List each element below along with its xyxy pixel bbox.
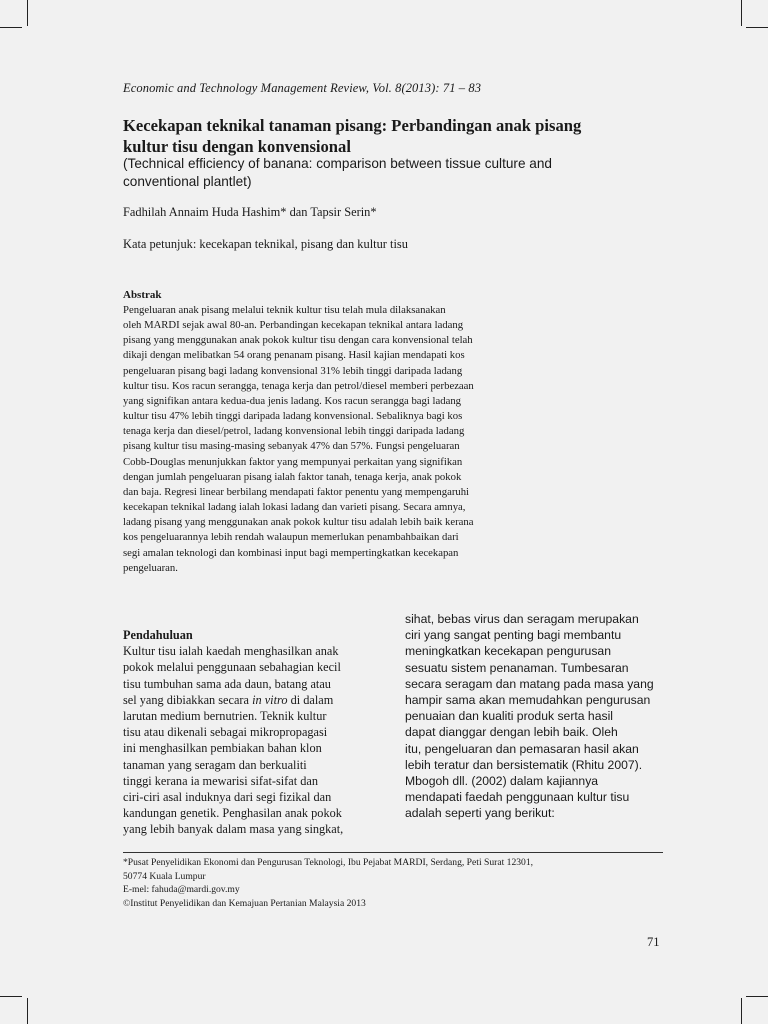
abstract-line: yang signifikan antara kedua-dua jenis ladang. Kos racun serangga bagi ladang bbox=[123, 394, 462, 407]
abstract-line: dan baja. Regresi linear berbilang mendapati faktor penentu yang mempengaruhi bbox=[123, 485, 470, 498]
crop-mark-bottom-right-h bbox=[746, 996, 768, 997]
keywords: Kata petunjuk: kecekapan teknikal, pisang dan kultur tisu bbox=[123, 237, 408, 251]
paper-subtitle bbox=[123, 155, 623, 190]
body-line: Mbogoh dll. (2002) dalam kajiannya bbox=[405, 774, 599, 789]
body-line: Kultur tisu ialah kaedah menghasilkan anak bbox=[123, 644, 339, 659]
abstract-line: kultur tisu 47% lebih tinggi daripada ladang konvensional. Sebaliknya bagi kos bbox=[123, 410, 463, 423]
abstract-line: pengeluaran pisang bagi ladang konvensional 31% lebih tinggi daripada ladang bbox=[123, 364, 463, 377]
footnote-line: E-mel: fahuda@mardi.gov.my bbox=[123, 884, 240, 895]
abstract-line: kos pengeluarannya lebih rendah walaupun memerlukan penambahbaikan dari bbox=[123, 531, 459, 544]
italic-term: in vitro bbox=[252, 692, 288, 707]
abstract-line: kecekapan teknikal ladang ialah lokasi ladang dan varieti pisang. Secara amnya, bbox=[123, 501, 466, 514]
body-line: hampir sama akan memudahkan pengurusan bbox=[405, 693, 651, 708]
subtitle-line: (Technical efficiency of banana: comparison between tissue culture and bbox=[123, 156, 552, 171]
title-line: kultur tisu dengan konvensional bbox=[123, 137, 351, 156]
crop-mark-bottom-right bbox=[741, 998, 742, 1024]
column-right bbox=[405, 611, 680, 822]
crop-mark-top-right-h bbox=[746, 27, 768, 28]
abstract-line: oleh MARDI sejak awal 80-an. Perbandingan kecekapan teknikal antara ladang bbox=[123, 319, 464, 332]
body-line: dapat dianggar dengan lebih baik. Oleh bbox=[405, 725, 618, 740]
body-line: itu, pengeluaran dan pemasaran hasil akan bbox=[405, 741, 639, 756]
body-line bbox=[123, 692, 398, 708]
abstract-line: segi amalan teknologi dan kombinasi input bagi mempertingkatkan kecekapan bbox=[123, 546, 459, 559]
body-line: larutan medium bernutrien. Teknik kultur bbox=[123, 709, 327, 724]
abstract-line: ladang pisang yang menggunakan anak pokok kultur tisu adalah lebih baik kerana bbox=[123, 516, 474, 529]
abstract-line: kultur tisu. Kos racun serangga, tenaga kerja dan petrol/diesel memberi perbezaan bbox=[123, 379, 474, 392]
abstract-line: Cobb-Douglas menunjukkan faktor yang mempunyai perkaitan yang signifikan bbox=[123, 455, 463, 468]
body-line: secara seragam dan matang pada masa yang bbox=[405, 676, 654, 691]
footnote bbox=[123, 856, 663, 910]
body-line: pokok melalui penggunaan sebahagian kecil bbox=[123, 660, 341, 675]
body-line: sihat, bebas virus dan seragam merupakan bbox=[405, 612, 639, 626]
text-span: di dalam bbox=[287, 692, 334, 707]
column-left bbox=[123, 627, 398, 838]
abstract-line: pisang kultur tisu masing-masing sebanyak 47% dan 57%. Fungsi pengeluaran bbox=[123, 440, 460, 453]
section-heading: Pendahuluan bbox=[123, 628, 193, 642]
footnote-line: ©Institut Penyelidikan dan Kemajuan Pertanian Malaysia 2013 bbox=[123, 897, 366, 909]
body-line: meningkatkan kecekapan pengurusan bbox=[405, 644, 611, 659]
body-line: kandungan genetik. Penghasilan anak pokok bbox=[123, 806, 342, 821]
footnote-line: *Pusat Penyelidikan Ekonomi dan Pengurusan Teknologi, Ibu Pejabat MARDI, Serdang, Peti Surat 12301, bbox=[123, 857, 534, 868]
crop-mark-bottom-left bbox=[27, 998, 28, 1024]
body-line: tinggi kerana ia mewarisi sifat-sifat dan bbox=[123, 773, 318, 788]
crop-mark-bottom-left-h bbox=[0, 996, 22, 997]
body-line: yang lebih banyak dalam masa yang singkat, bbox=[123, 822, 344, 837]
body-line: tisu atau dikenali sebagai mikropropagasi bbox=[123, 725, 328, 740]
body-line: penuaian dan kualiti produk serta hasil bbox=[405, 709, 614, 724]
title-line: Kecekapan teknikal tanaman pisang: Perbandingan anak pisang bbox=[123, 116, 582, 135]
abstract-line: Pengeluaran anak pisang melalui teknik kultur tisu telah mula dilaksanakan bbox=[123, 304, 446, 316]
paper-title bbox=[123, 115, 653, 157]
body-line: tisu tumbuhan sama ada daun, batang atau bbox=[123, 676, 331, 691]
crop-mark-top-left bbox=[27, 0, 28, 26]
body-line: ini menghasilkan pembiakan bahan klon bbox=[123, 741, 322, 756]
body-line: mendapati faedah penggunaan kultur tisu bbox=[405, 790, 630, 805]
text-span: sel yang dibiakkan secara bbox=[123, 692, 253, 707]
abstract-body bbox=[123, 303, 563, 576]
footnote-rule bbox=[123, 852, 663, 853]
body-line: adalah seperti yang berikut: bbox=[405, 806, 555, 821]
crop-mark-top-left-h bbox=[0, 27, 22, 28]
abstract-line: pisang yang menggunakan anak pokok kultur tisu dengan cara konvensional telah bbox=[123, 334, 473, 347]
journal-citation: Economic and Technology Management Review, Vol. 8(2013): 71 – 83 bbox=[123, 81, 482, 95]
abstract-line: dikaji dengan melibatkan 54 orang penanam pisang. Hasil kajian mendapati kos bbox=[123, 349, 465, 362]
abstract-line: tenaga kerja dan diesel/petrol, ladang konvensional lebih tinggi daripada ladang bbox=[123, 425, 465, 438]
body-line: ciri yang sangat penting bagi membantu bbox=[405, 628, 622, 643]
footnote-line: 50774 Kuala Lumpur bbox=[123, 870, 206, 882]
body-line: tanaman yang seragam dan berkualiti bbox=[123, 757, 307, 772]
authors: Fadhilah Annaim Huda Hashim* dan Tapsir Serin* bbox=[123, 205, 377, 219]
crop-mark-top-right bbox=[741, 0, 742, 26]
abstract-line: pengeluaran. bbox=[123, 561, 178, 574]
abstract-heading: Abstrak bbox=[123, 289, 162, 301]
body-line: sesuatu sistem penanaman. Tumbesaran bbox=[405, 660, 629, 675]
body-line: ciri-ciri asal induknya dari segi fizikal dan bbox=[123, 790, 332, 805]
body-line: lebih teratur dan bersistematik (Rhitu 2007). bbox=[405, 757, 643, 772]
abstract-line: dengan jumlah pengeluaran pisang ialah faktor tanah, tenaga kerja, anak pokok bbox=[123, 470, 462, 483]
subtitle-line: conventional plantlet) bbox=[123, 173, 252, 189]
page-number: 71 bbox=[647, 935, 660, 949]
